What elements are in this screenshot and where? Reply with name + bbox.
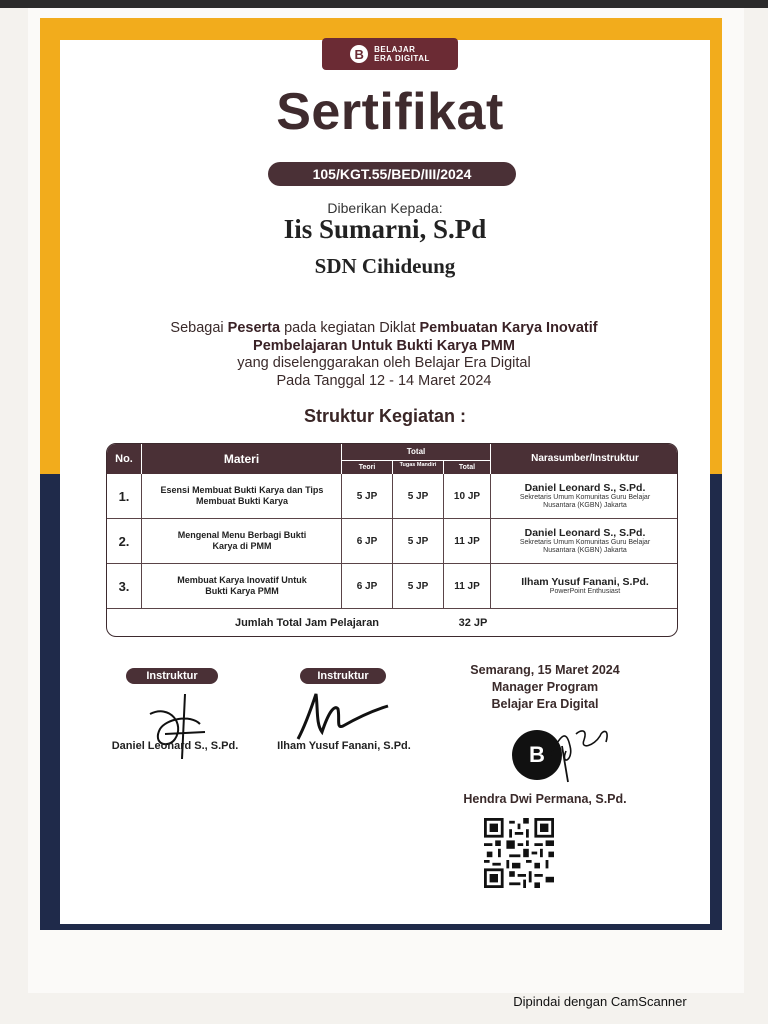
scanner-watermark: Dipindai dengan CamScanner <box>513 994 687 1009</box>
structure-title: Struktur Kegiatan : <box>303 406 467 426</box>
manager-name: Hendra Dwi Permana, S.Pd. <box>463 792 627 806</box>
row-2-tugas: 5 JP <box>407 535 429 547</box>
manager-position-2: Belajar Era Digital <box>491 697 599 711</box>
row-1-teori: 5 JP <box>356 490 378 502</box>
row-3-materi: Membuat Karya Inovatif Untuk Bukti Karya PMM <box>177 575 307 596</box>
row-1-nara-role: Sekretaris Umum Komunitas Guru Belajar Nusantara (KGBN) Jakarta <box>519 494 651 509</box>
row-2-no: 2. <box>118 533 130 549</box>
header-narasumber: Narasumber/Instruktur <box>491 444 678 474</box>
row-1-no: 1. <box>118 488 130 504</box>
given-to-label: Diberikan Kepada: <box>327 200 443 216</box>
instructor-label-1: Instruktur <box>126 668 218 684</box>
instructor-name-2: Ilham Yusuf Fanani, S.Pd. <box>277 740 411 752</box>
row-2-total: 11 JP <box>454 535 480 547</box>
row-2-teori: 6 JP <box>356 535 378 547</box>
header-materi: Materi <box>142 444 341 474</box>
logo-text <box>374 45 430 63</box>
certificate-description <box>110 320 658 390</box>
certificate-title: Sertifikat <box>276 83 504 141</box>
row-2-narasumber <box>491 519 678 563</box>
manager-block <box>440 662 650 713</box>
desc-activity-1: Pembuatan Karya Inovatif <box>419 320 598 336</box>
row-3-tugas: 5 JP <box>407 580 429 592</box>
row-3-nara-role: PowerPoint Enthusiast <box>549 588 621 595</box>
row-3-total: 11 JP <box>454 580 480 592</box>
row-1-nara-name: Daniel Leonard S., S.Pd. <box>524 482 646 494</box>
row-2-materi: Mengenal Menu Berbagi Bukti Karya di PMM <box>177 530 307 551</box>
row-3-teori: 6 JP <box>356 580 378 592</box>
company-seal: B <box>512 730 562 780</box>
row-1-tugas: 5 JP <box>407 490 429 502</box>
recipient-school: SDN Cihideung <box>314 254 456 278</box>
logo-mark: B <box>350 45 368 63</box>
logo-line-1: BELAJAR <box>374 45 416 54</box>
desc-activity-2: Pembelajaran Untuk Bukti Karya PMM <box>253 337 515 354</box>
header-total: Total <box>444 461 490 474</box>
header-no: No. <box>107 444 141 474</box>
desc-mid: pada kegiatan Diklat <box>280 320 420 336</box>
row-3-narasumber <box>491 564 678 608</box>
row-1-materi: Esensi Membuat Bukti Karya dan Tips Membuat Bukti Karya <box>160 485 324 506</box>
row-3-nara-name: Ilham Yusuf Fanani, S.Pd. <box>521 576 649 588</box>
belajar-era-digital-logo <box>322 38 458 70</box>
activity-table <box>106 443 678 637</box>
manager-position-1: Manager Program <box>491 680 599 694</box>
instructor-label-2: Instruktur <box>300 668 386 684</box>
logo-line-2: ERA DIGITAL <box>374 54 430 63</box>
desc-date: Pada Tanggal 12 - 14 Maret 2024 <box>276 372 492 389</box>
header-teori: Teori <box>342 461 392 474</box>
scan-top-border <box>0 0 768 8</box>
header-tugas-mandiri: Tugas Mandiri <box>393 461 443 474</box>
signature-hendra <box>540 716 620 786</box>
qr-code-icon <box>484 818 554 888</box>
row-2-nara-name: Daniel Leonard S., S.Pd. <box>524 527 646 539</box>
row-1-total: 10 JP <box>453 490 481 502</box>
certificate-number: 105/KGT.55/BED/III/2024 <box>268 162 516 186</box>
desc-prefix: Sebagai <box>170 320 228 336</box>
place-date: Semarang, 15 Maret 2024 <box>470 663 620 677</box>
desc-organizer: yang diselenggarakan oleh Belajar Era Digital <box>237 355 531 371</box>
instructor-name-1: Daniel Leonard S., S.Pd. <box>111 740 239 752</box>
recipient-name: Iis Sumarni, S.Pd <box>283 214 487 244</box>
signature-daniel <box>130 684 220 764</box>
header-total-group: Total <box>342 444 490 460</box>
row-3-no: 3. <box>118 578 130 594</box>
grid-line <box>141 474 142 608</box>
total-hours-label: Jumlah Total Jam Pelajaran <box>234 617 380 629</box>
desc-role: Peserta <box>227 320 281 336</box>
row-2-nara-role: Sekretaris Umum Komunitas Guru Belajar Nusantara (KGBN) Jakarta <box>519 539 651 554</box>
total-hours-value: 32 JP <box>458 617 488 629</box>
row-1-narasumber <box>491 474 678 518</box>
